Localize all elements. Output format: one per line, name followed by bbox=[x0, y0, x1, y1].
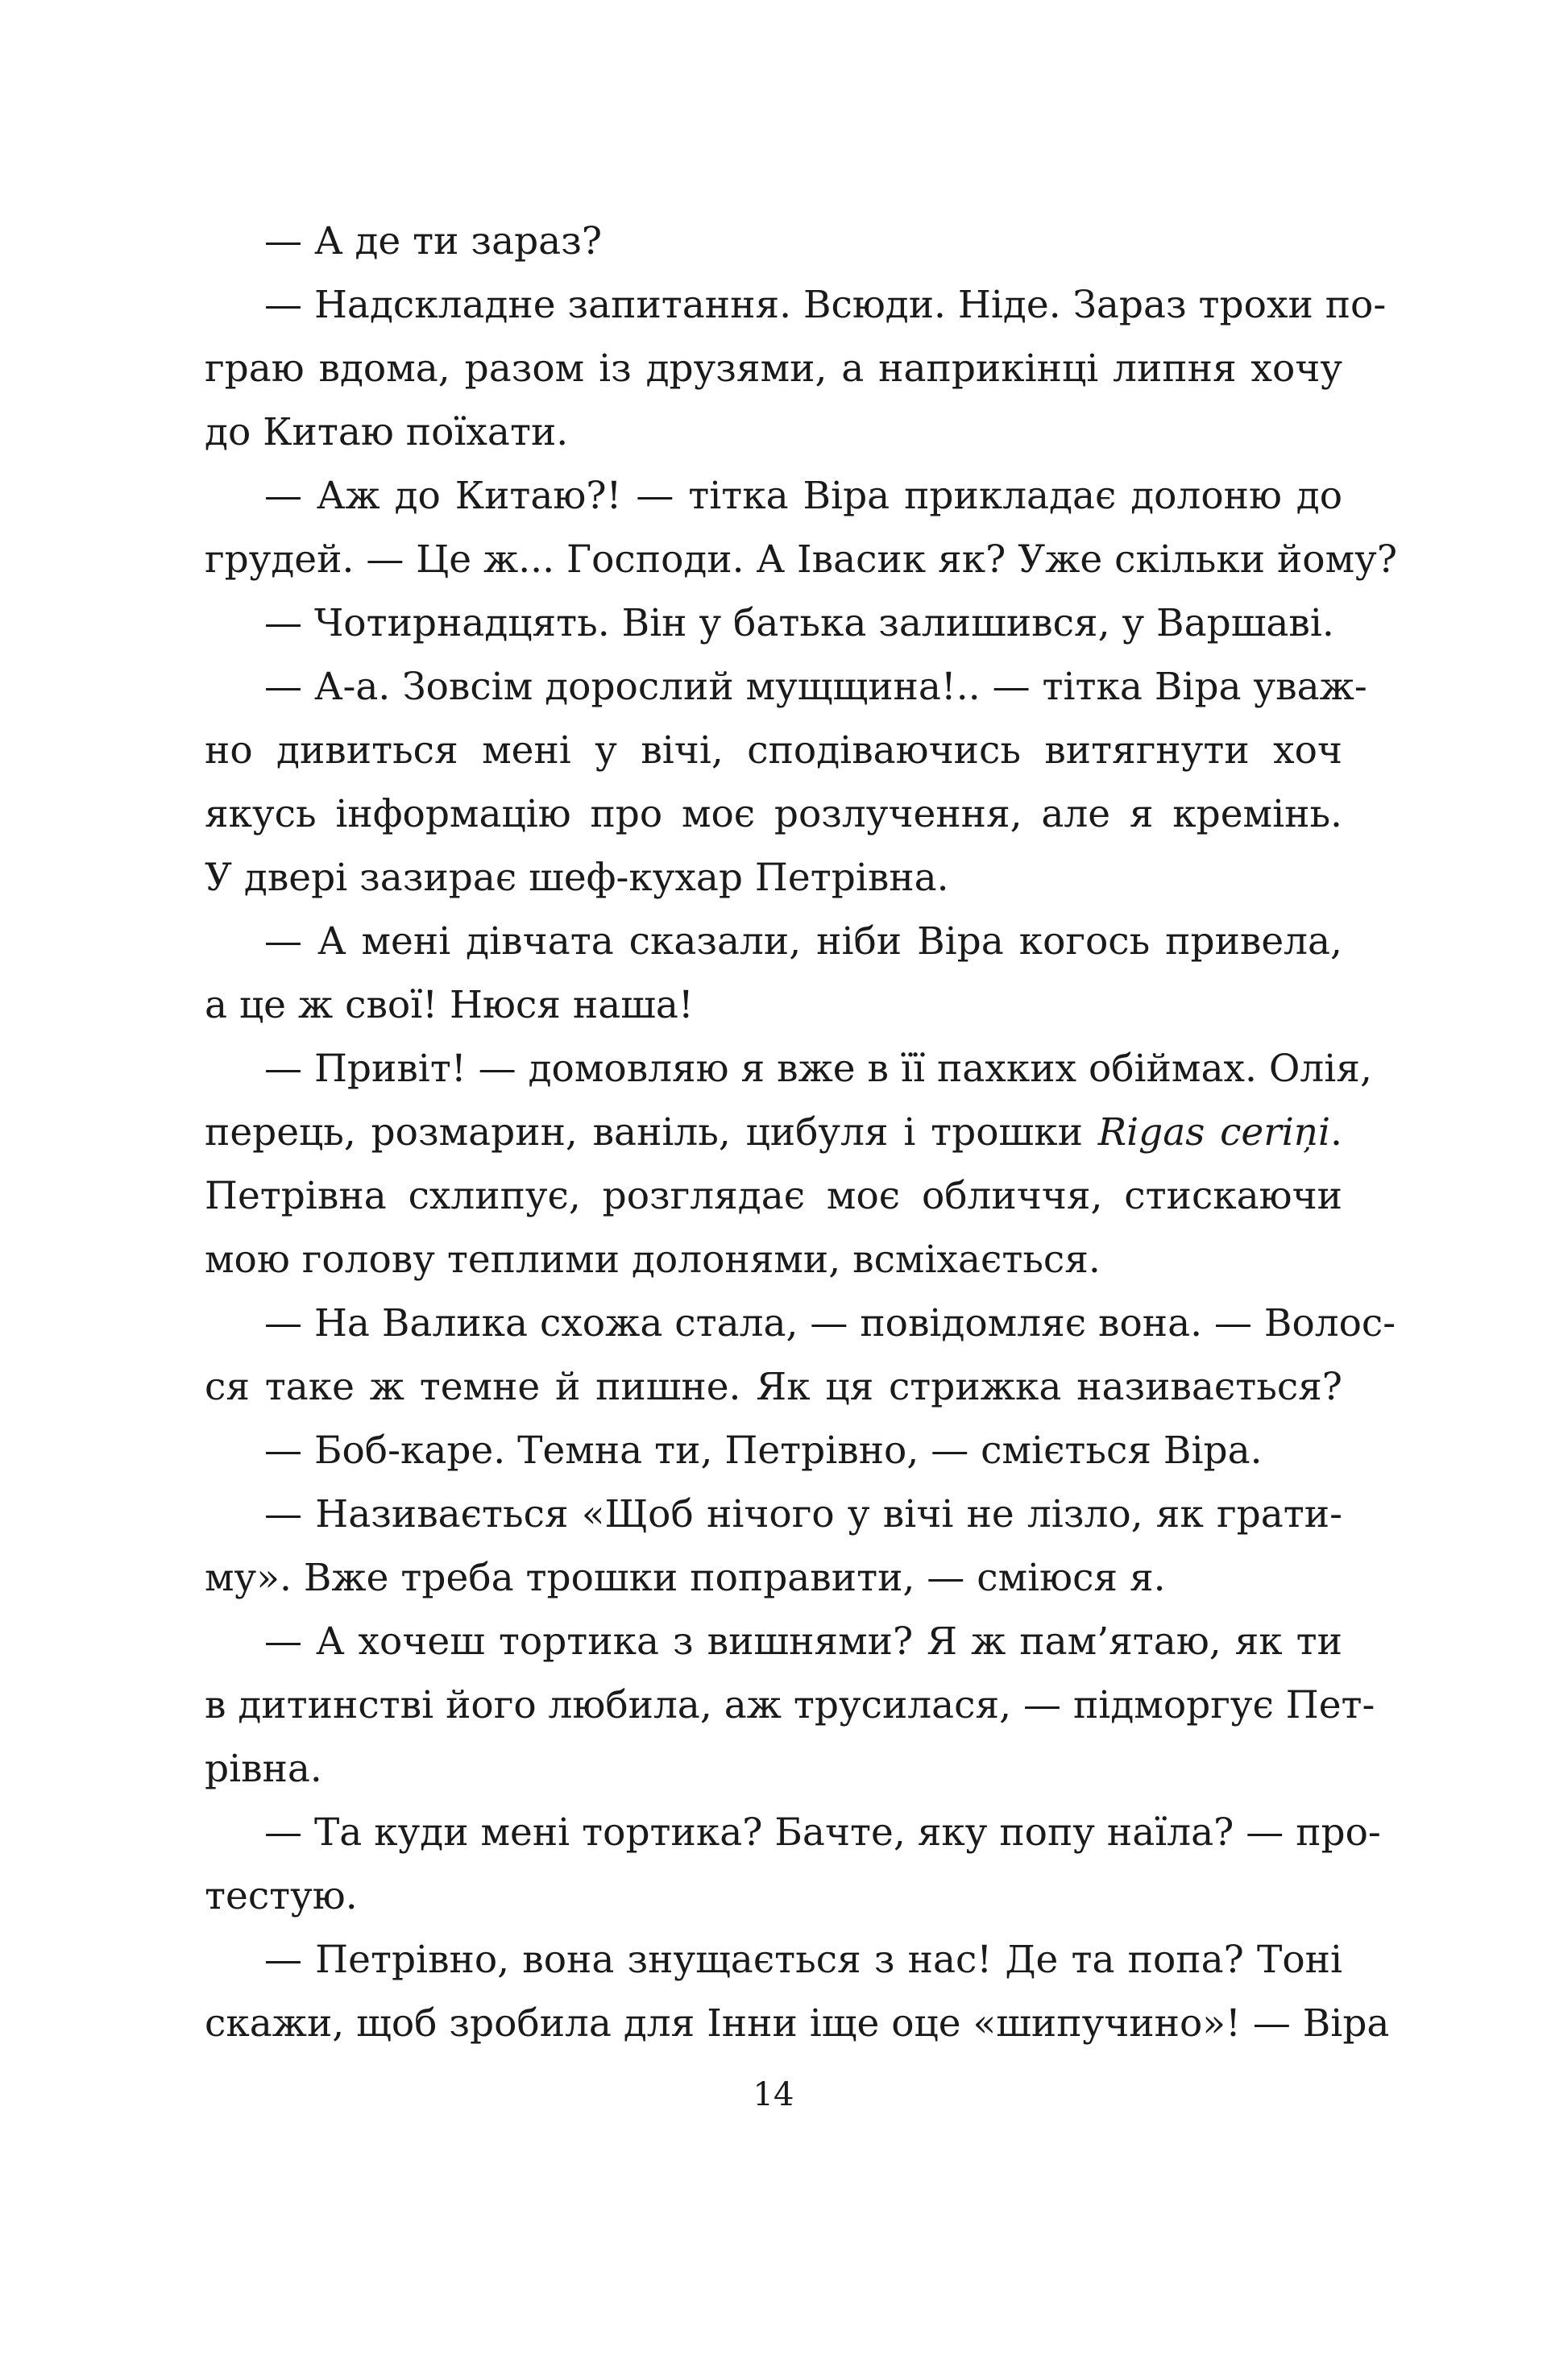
text-line: — Чотирнадцять. Він у батька залишився, у Варшаві. bbox=[264, 601, 1334, 645]
text-line: — А хочеш тортика з вишнями? Я ж пам’ятаю, як ти bbox=[264, 1619, 1342, 1664]
text-line: грудей. — Це ж... Господи. А Івасик як? Уже скільки йому? bbox=[205, 537, 1398, 582]
text-line: — На Валика схожа стала, — повідомляє вона. — Волос- bbox=[264, 1301, 1396, 1345]
text-line: якусь інформацію про моє розлучення, але я кремінь. bbox=[205, 792, 1342, 836]
body-text bbox=[205, 209, 1398, 2055]
text-line: — Називається «Щоб нічого у вічі не лізло, як грати- bbox=[264, 1492, 1342, 1536]
text-line: — Петрівно, вона знущається з нас! Де та попа? Тоні bbox=[264, 1938, 1342, 1982]
text-line: до Китаю поїхати. bbox=[205, 410, 569, 454]
text-line: — А-а. Зовсім дорослий мущщина!.. — тітка Віра уваж- bbox=[264, 665, 1367, 709]
text-line: У двері зазирає шеф-кухар Петрівна. bbox=[205, 856, 949, 900]
text-line: ся таке ж темне й пишне. Як ця стрижка називається? bbox=[205, 1365, 1342, 1409]
text-line: — Надскладне запитання. Всюди. Ніде. Зараз трохи по- bbox=[264, 283, 1387, 327]
text-line-with-italic bbox=[205, 1101, 1342, 1164]
text-line: — Та куди мені тортика? Бачте, яку попу наїла? — про- bbox=[264, 1810, 1381, 1855]
text-line: му». Вже треба трошки поправити, — сміюся я. bbox=[205, 1556, 1166, 1600]
text-line: — А де ти зараз? bbox=[264, 219, 603, 263]
text-line: Петрівна схлипує, розглядає моє обличчя, стискаючи bbox=[205, 1174, 1342, 1218]
text-line: но дивиться мені у вічі, сподіваючись витягнути хоч bbox=[205, 728, 1342, 773]
page-number: 14 bbox=[753, 2076, 794, 2113]
text-line: — Аж до Китаю?! — тітка Віра прикладає долоню до bbox=[264, 474, 1342, 518]
text-line-content: перець, розмарин, ваніль, цибуля і трошки Rigas ceriņi. bbox=[205, 1110, 1342, 1155]
text-line: — Привіт! — домовляю я вже в її пахких обіймах. Олія, bbox=[264, 1047, 1372, 1091]
italic-phrase: Rigas ceriņi bbox=[1097, 1110, 1331, 1155]
text-line: а це ж свої! Нюся наша! bbox=[205, 983, 694, 1027]
text-line: мою голову теплими долонями, всміхається. bbox=[205, 1238, 1101, 1282]
text-line: в дитинстві його любила, аж трусилася, — підморгує Пет- bbox=[205, 1683, 1375, 1727]
text-line: — Боб-каре. Темна ти, Петрівно, — сміється Віра. bbox=[264, 1428, 1263, 1473]
text-line: — А мені дівчата сказали, ніби Віра когось привела, bbox=[264, 919, 1342, 964]
text-line: граю вдома, разом із друзями, а наприкінці липня хочу bbox=[205, 346, 1342, 391]
text-line: тестую. bbox=[205, 1874, 358, 1918]
text-line: рівна. bbox=[205, 1747, 322, 1791]
text-line: скажи, щоб зробила для Інни іще оце «шипучино»! — Віра bbox=[205, 2001, 1390, 2046]
